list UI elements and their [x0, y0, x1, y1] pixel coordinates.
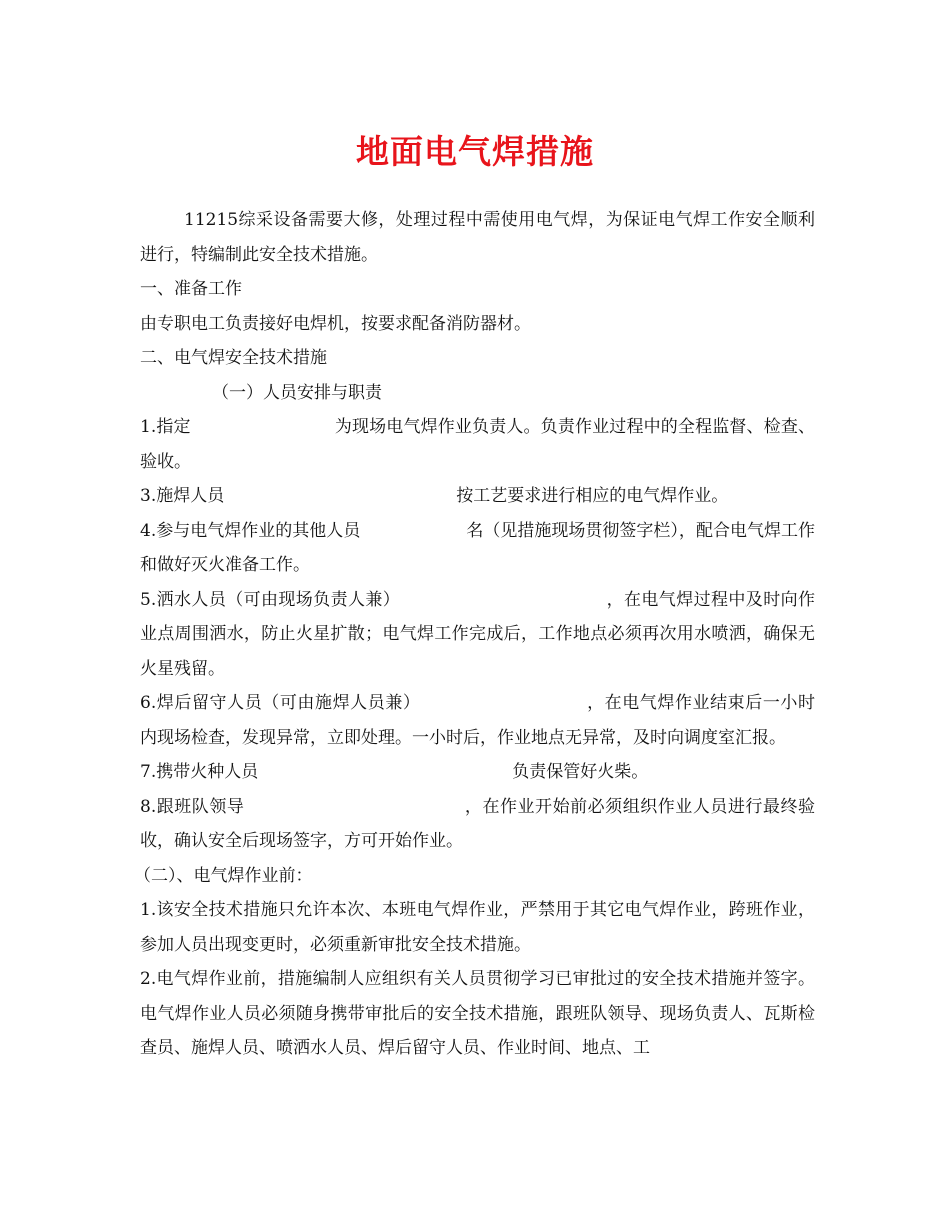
duty-item-6-label: 6.焊后留守人员（可由施焊人员兼）	[140, 693, 421, 713]
document-title: 地面电气焊措施	[356, 132, 594, 171]
pre-work-item-1: 1.该安全技术措施只允许本次、本班电气焊作业，严禁用于其它电气焊作业，跨班作业，参加人员出现变更时，必须重新审批安全技术措施。	[140, 900, 815, 955]
duty-item-6	[140, 686, 815, 755]
document-body	[134, 203, 815, 1066]
section2-heading: 二、电气焊安全技术措施	[140, 348, 327, 368]
duty-item-8-label: 8.跟班队领导	[140, 796, 245, 817]
duty-item-8	[140, 790, 815, 859]
duty-item-7-label: 7.携带火种人员	[140, 762, 259, 782]
section1-text: 由专职电工负责接好电焊机，按要求配备消防器材。	[140, 313, 531, 334]
duty-item-6-text: ，在电气焊作业结束后一小时内现场检查，发现异常，立即处理。一小时后，作业地点无异常，及时向调度室汇报。	[140, 693, 815, 748]
pre-work-item-2: 2.电气焊作业前，措施编制人应组织有关人员贯彻学习已审批过的安全技术措施并签字。电气焊作业人员必须随身携带审批后的安全技术措施，跟班队领导、现场负责人、瓦斯检查员、施焊人员、喷洒水人员、焊后留守人员、作业时间、地点、工	[140, 969, 815, 1058]
section1-heading: 一、准备工作	[140, 279, 242, 299]
duty-item-7-text: 负责保管好火柴。	[512, 762, 649, 782]
subsection2-heading: （二）、电气焊作业前：	[134, 865, 313, 886]
duty-item-1-text: 为现场电气焊作业负责人。负责作业过程中的全程监督、检查、验收。	[140, 417, 815, 472]
duty-item-3-text: 按工艺要求进行相应的电气焊作业。	[456, 486, 729, 506]
duty-item-4-text: 名（见措施现场贯彻签字栏），配合电气焊工作和做好灭火准备工作。	[140, 520, 815, 575]
subsection1-heading: （一）人员安排与职责	[212, 382, 382, 403]
duty-item-8-text: ，在作业开始前必须组织作业人员进行最终验收，确认安全后现场签字，方可开始作业。	[140, 796, 815, 851]
duty-item-5-text: ，在电气焊过程中及时向作业点周围洒水，防止火星扩散；电气焊工作完成后，工作地点必须再次用水喷洒，确保无火星残留。	[140, 589, 815, 679]
duty-item-7	[140, 755, 815, 790]
duty-item-1	[140, 410, 815, 479]
duty-item-5	[140, 583, 815, 687]
intro-paragraph: 11215综采设备需要大修，处理过程中需使用电气焊，为保证电气焊工作安全顺利进行，特编制此安全技术措施。	[140, 210, 815, 265]
duty-item-4	[140, 514, 815, 583]
duty-item-3	[140, 479, 815, 514]
duty-item-4-label: 4.参与电气焊作业的其他人员	[140, 520, 361, 541]
duty-item-1-label: 1.指定	[140, 417, 191, 437]
duty-item-5-label: 5.洒水人员（可由现场负责人兼）	[140, 589, 401, 610]
duty-item-3-label: 3.施焊人员	[140, 486, 225, 506]
